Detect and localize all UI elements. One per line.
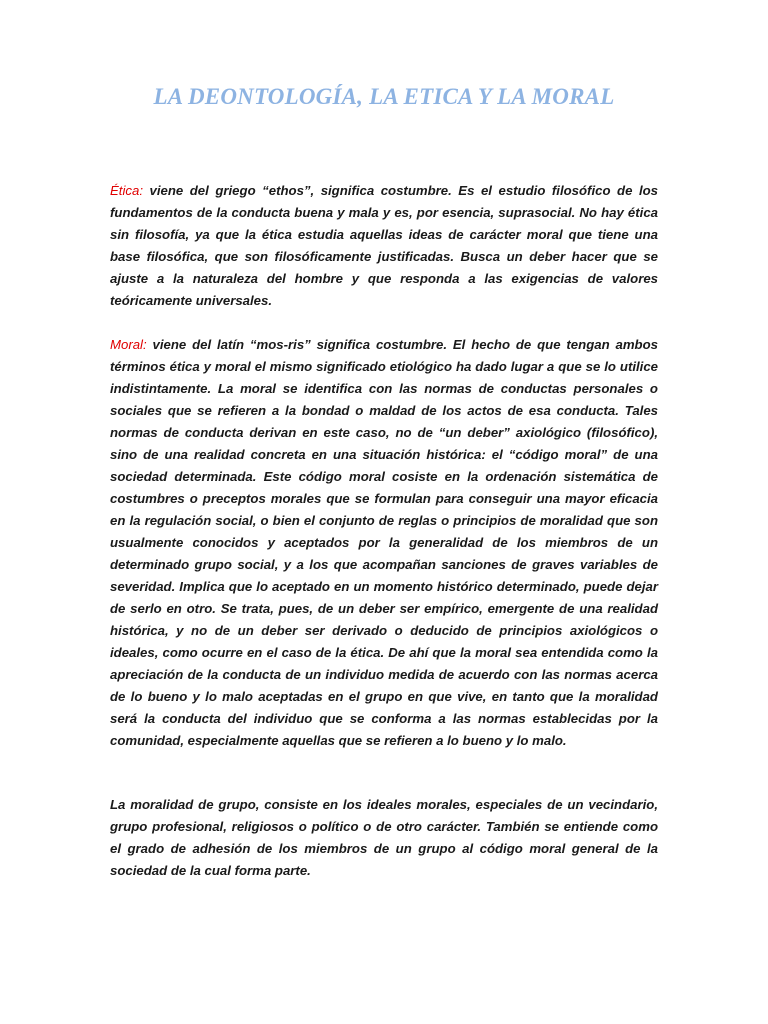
term-moral: Moral: <box>110 337 147 352</box>
paragraph-moral-text: viene del latín “mos-ris” significa costumbre. El hecho de que tengan ambos términos ética y moral el mismo significado etiológico ha dado lugar a que se lo utilice indistintamente. La moral se identifica con las normas de conductas personales o sociales que se refieren a la bondad o maldad de los actos de esa conducta. Tales normas de conducta derivan en este caso, no de “un deber” axiológico (filosófico), sino de una realidad concreta en una situación histórica: el “código moral” de una sociedad determinada. Este código moral cosiste en la ordenación sistemática de costumbres o preceptos morales que se formulan para conseguir una mayor eficacia en la regulación social, o bien el conjunto de reglas o principios de moralidad que son usualmente conocidos y aceptados por la generalidad de los miembros de un determinado grupo social, y a los que acompañan sanciones de graves variables de severidad. Implica que lo aceptado en un momento histórico determinado, puede dejar de serlo en otro. Se trata, pues, de un deber ser empírico, emergente de una realidad histórica, y no de un deber ser derivado o deducido de principios axiológicos o ideales, como ocurre en el caso de la ética. De ahí que la moral sea entendida como la apreciación de la conducta de un individuo medida de acuerdo con las normas acerca de lo bueno y lo malo aceptadas en el grupo en que vive, en tanto que la moralidad será la conducta del individuo que se conforma a las normas establecidas por la comunidad, especialmente aquellas que se refieren a lo bueno y lo malo. <box>110 337 658 748</box>
paragraph-etica-text: viene del griego “ethos”, significa costumbre. Es el estudio filosófico de los fundamentos de la conducta buena y mala y es, por esencia, suprasocial. No hay ética sin filosofía, ya que la ética estudia aquellas ideas de carácter moral que tiene una base filosófica, que son filosóficamente justificadas. Busca un deber hacer que se ajuste a la naturaleza del hombre y que responda a las exigencias de valores teóricamente universales. <box>110 183 658 308</box>
term-etica: Ética: <box>110 183 143 198</box>
paragraph-etica <box>110 180 658 312</box>
paragraph-moral <box>110 334 658 752</box>
paragraph-moralidad: La moralidad de grupo, consiste en los ideales morales, especiales de un vecindario, grupo profesional, religiosos o político o de otro carácter. También se entiende como el grado de adhesión de los miembros de un grupo al código moral general de la sociedad de la cual forma parte. <box>110 797 658 878</box>
page-title: LA DEONTOLOGÍA, LA ETICA Y LA MORAL <box>153 84 615 109</box>
